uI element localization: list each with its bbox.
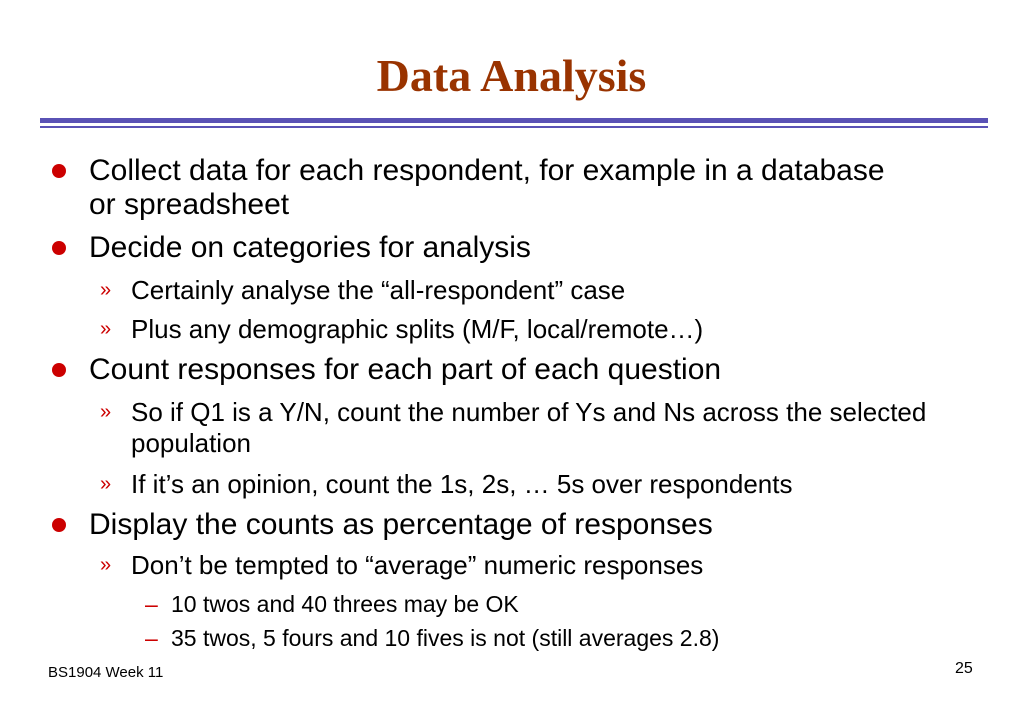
third-level-marker: – [145, 625, 158, 651]
bullet-3-text: Count responses for each part of each question [89, 353, 722, 386]
bullet-dot-3 [52, 363, 66, 377]
bullet-2-sub-1-text: Certainly analyse the “all-respondent” case [131, 275, 626, 305]
title-rule-thin [40, 126, 988, 128]
bullet-2-text: Decide on categories for analysis [89, 231, 531, 264]
bullet-dot-4 [52, 518, 66, 532]
slide-title: Data Analysis [376, 50, 647, 101]
bullet-4-sub-1-text: Don’t be tempted to “average” numeric responses [131, 550, 704, 580]
page-number: 25 [955, 660, 973, 677]
bullet-2-sub-2-text: Plus any demographic splits (M/F, local/remote…) [131, 314, 704, 344]
bullet-1-text: Collect data for each respondent, for example in a database or spreadsheet [89, 154, 885, 221]
footer-course: BS1904 Week 11 [48, 664, 164, 681]
sub-bullet-marker: » [100, 401, 112, 423]
title-rule-thick [40, 118, 988, 123]
bullet-4-text: Display the counts as percentage of responses [89, 508, 713, 541]
third-level-marker: – [145, 591, 158, 617]
sub-bullet-marker: » [100, 554, 112, 576]
bullet-dot-2 [52, 241, 66, 255]
bullet-4-sub-1-point-2-text: 35 twos, 5 fours and 10 fives is not (still averages 2.8) [171, 625, 720, 651]
sub-bullet-marker: » [100, 473, 112, 495]
bullet-dot-1 [52, 164, 66, 178]
bullet-4-sub-1-point-1-text: 10 twos and 40 threes may be OK [171, 591, 519, 617]
bullet-3-sub-2-text: If it’s an opinion, count the 1s, 2s, … 5s over respondents [131, 469, 793, 499]
sub-bullet-marker: » [100, 318, 112, 340]
bullet-3-sub-1-text: So if Q1 is a Y/N, count the number of Ys and Ns across the selected population [131, 397, 927, 458]
sub-bullet-marker: » [100, 279, 112, 301]
